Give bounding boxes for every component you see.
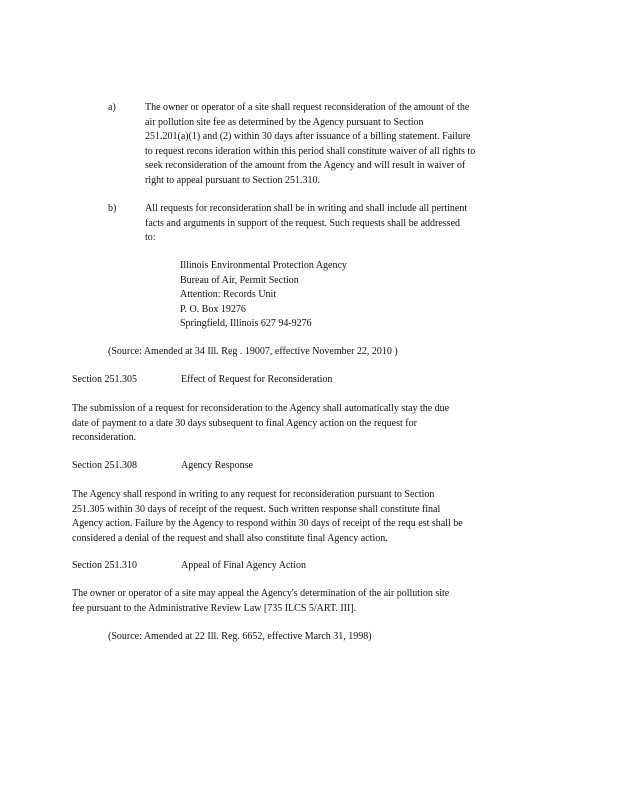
source-note: (Source: Amended at 34 Ill. Reg . 19007, effective November 22, 2010 ) [108,346,398,357]
body-line: considered a denial of the request and shall also constitute final Agency action. [72,532,388,544]
body-line: fee pursuant to the Administrative Review Law [735 ILCS 5/ART. III]. [72,602,357,614]
item-b-line: facts and arguments in support of the request. Such requests shall be addressed [145,217,461,229]
body-line: 251.305 within 30 days of receipt of the request. Such written response shall constitute final [72,503,441,515]
section-title: Appeal of Final Agency Action [181,560,306,571]
address-line: P. O. Box 19276 [180,303,246,315]
section-308-body [72,488,552,546]
body-line: reconsideration. [72,432,137,444]
section-number: Section 251.308 [72,460,137,471]
address-line: Attention: Records Unit [180,289,277,301]
item-a-line: 251.201(a)(1) and (2) within 30 days after issuance of a billing statement. Failure [145,131,471,143]
address-block [180,259,347,332]
body-line: The Agency shall respond in writing to any request for reconsideration pursuant to Section [72,489,435,500]
section-305-body [72,402,552,446]
item-a-label: a) [108,102,116,113]
address-line: Bureau of Air, Permit Section [180,274,299,286]
address-line: Springfield, Illinois 627 94-9276 [180,318,312,330]
item-a-line: to request recons ideration within this period shall constitute waiver of all rights to [145,145,476,157]
item-b-text [145,202,545,246]
section-number: Section 251.305 [72,374,137,385]
item-a-text [145,101,545,189]
item-a-line: right to appeal pursuant to Section 251.310. [145,174,320,186]
item-a-line: The owner or operator of a site shall request reconsideration of the amount of the [145,102,470,113]
item-b-label: b) [108,203,117,214]
section-310-body [72,587,552,616]
body-line: The submission of a request for reconsideration to the Agency shall automatically stay the due [72,403,450,414]
item-b-line: All requests for reconsideration shall be in writing and shall include all pertinent [145,203,468,214]
section-number: Section 251.310 [72,560,137,571]
item-a-line: air pollution site fee as determined by the Agency pursuant to Section [145,116,424,128]
body-line: date of payment to a date 30 days subsequent to final Agency action on the request for [72,417,417,429]
body-line: Agency action. Failure by the Agency to respond within 30 days of receipt of the requ est shall be [72,518,463,530]
body-line: The owner or operator of a site may appeal the Agency's determination of the air pollution site [72,588,450,599]
section-title: Agency Response [181,460,253,471]
source-note: (Source: Amended at 22 Ill. Reg. 6652, effective March 31, 1998) [108,631,372,642]
section-title: Effect of Request for Reconsideration [181,374,333,385]
item-a-line: seek reconsideration of the amount from the Agency and will result in waiver of [145,160,466,172]
item-b-line: to: [145,232,156,244]
address-line: Illinois Environmental Protection Agency [180,260,347,271]
